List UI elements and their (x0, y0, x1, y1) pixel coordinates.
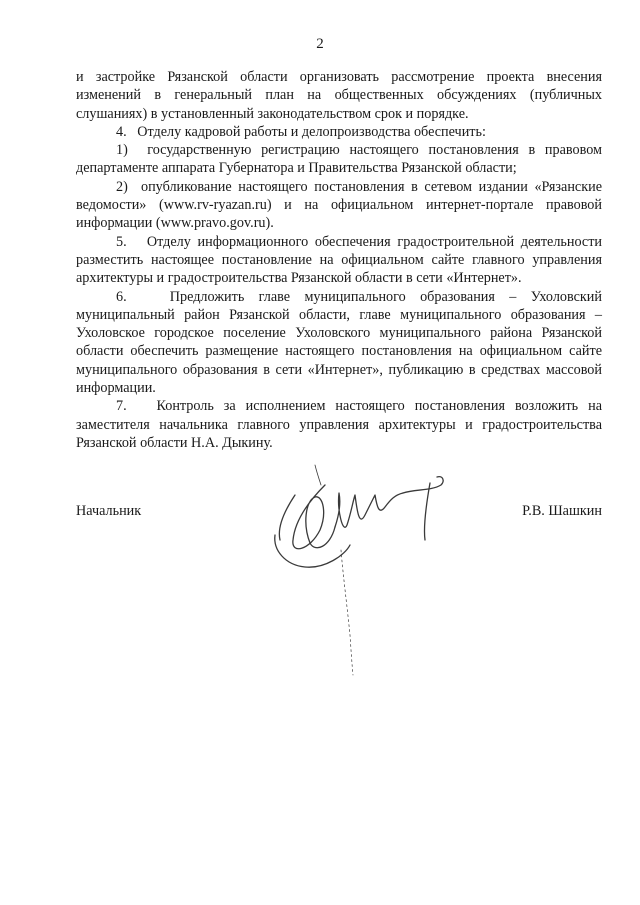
handwritten-signature (255, 455, 475, 685)
paragraph-continuation: и застройке Рязанской области организовать рассмотрение проекта внесения изменений в генеральный план на общественных обсуждениях (публичных слушаниях) в установленный законодательством срок и порядке. (76, 69, 602, 122)
document-body (76, 68, 602, 452)
paragraph-item-6: 6. Предложить главе муниципального образования – Ухоловский муниципальный район Рязанской области, главе муниципального образования – Ухоловское городское поселение Ухоловского муниципального района Рязанской области обеспечить размещение настоящего постановления на официальном сайте муниципального образования в сети «Интернет», публикацию в средствах массовой информации. (76, 288, 602, 397)
paragraph-subitem-2: 2) опубликование настоящего постановления в сетевом издании «Рязанские ведомости» (www.rv-ryazan.ru) и на официальном интернет-портале правовой информации (www.pravo.gov.ru). (76, 178, 602, 232)
paragraph-item-7: 7. Контроль за исполнением настоящего постановления возложить на заместителя начальника главного управления архитектуры и градостроительства Рязанской области Н.А. Дыкину. (76, 398, 602, 451)
paragraph-item-4: 4. Отделу кадровой работы и делопроизводства обеспечить: (116, 123, 486, 140)
page-number: 2 (316, 36, 324, 52)
signatory-role: Начальник (76, 503, 142, 519)
signatory-name: Р.В. Шашкин (522, 503, 602, 519)
paragraph-item-5: 5. Отделу информационного обеспечения градостроительной деятельности разместить настоящее постановление на официальном сайте главного управления архитектуры и градостроительства Рязанской области в сети «Интернет». (76, 233, 602, 287)
paragraph-subitem-1: 1) государственную регистрацию настоящего постановления в правовом департаменте аппарата Губернатора и Правительства Рязанской области; (76, 142, 602, 177)
